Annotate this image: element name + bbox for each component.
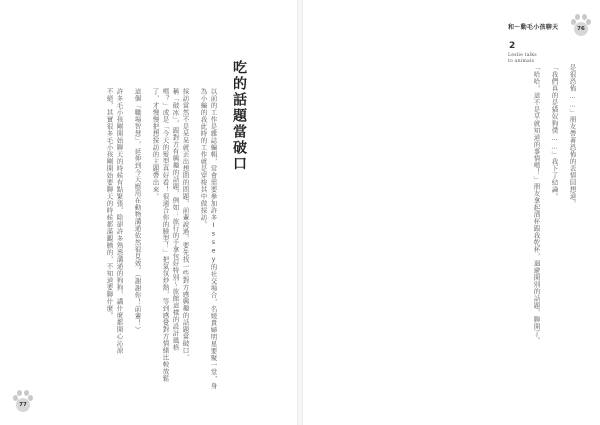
body-column: 是很恐怖……」朋友帶著恐怖的表情回想道。 [568, 64, 577, 207]
book-gutter [297, 0, 303, 425]
running-header-subtitle-1: Leslie talks [508, 53, 537, 58]
body-column: 為小編的我此時的工作就是穿梭其中做採訪。 [199, 88, 208, 228]
body-column: 不絕，其實很多毛小孩剛開始要聊天的時候都滿靦腆的，不知道要聊什麼。 [105, 88, 114, 319]
body-column: 嗎？」或是「今天的髮型真好看！很適合你的臉型！」把氣氛炒熱，等到感覺對方情緒比較放鬆 [161, 88, 170, 382]
running-header [508, 14, 562, 64]
body-column: 以前的工作是雜誌編輯，常會需要參加許多Issey的社交場合，名媛貴婦明星要聚一堂，身 [209, 88, 218, 390]
body-column: 「哈哈，這不是早就知道的事情嗎！」朋友拿起酒杯跟我乾杯，迴避開別的話題，聊開了。 [532, 64, 541, 344]
running-header-volume: 2 [509, 41, 516, 51]
body-column: 採訪當然不是呆呆就丟出想問的問題，前輩說過，要先找一些對方感興趣的話題當破口， [181, 88, 190, 361]
section-title: 吃的話題當破口 [231, 60, 247, 172]
page-number: 77 [16, 398, 30, 412]
body-column: 稱「破冰」，跟對方有興趣的話題，例如：旅行的手拿包好特別～旅館這樣的設計風格 [171, 88, 180, 351]
body-column: 了，才慢慢把想採訪的主題帶出來。 [151, 88, 160, 200]
running-header-subtitle-2: to animals [508, 59, 535, 64]
body-column: 「我們真的是貓奴狗僕……」我下了結論。 [550, 64, 559, 200]
body-column: 許多毛小孩剛開始聊天的時候有點緊張，除卻許多熟悉溝通的狗狗，講什麼都開心沁涼 [115, 88, 124, 354]
running-header-title: 和～動毛小孩聊天 [508, 24, 559, 31]
body-column: 這個「職場智慧」，延伸到今天應用在動物溝通依然很見效。（謝謝你！前輩！） [133, 88, 142, 334]
page-number: 76 [574, 22, 588, 36]
